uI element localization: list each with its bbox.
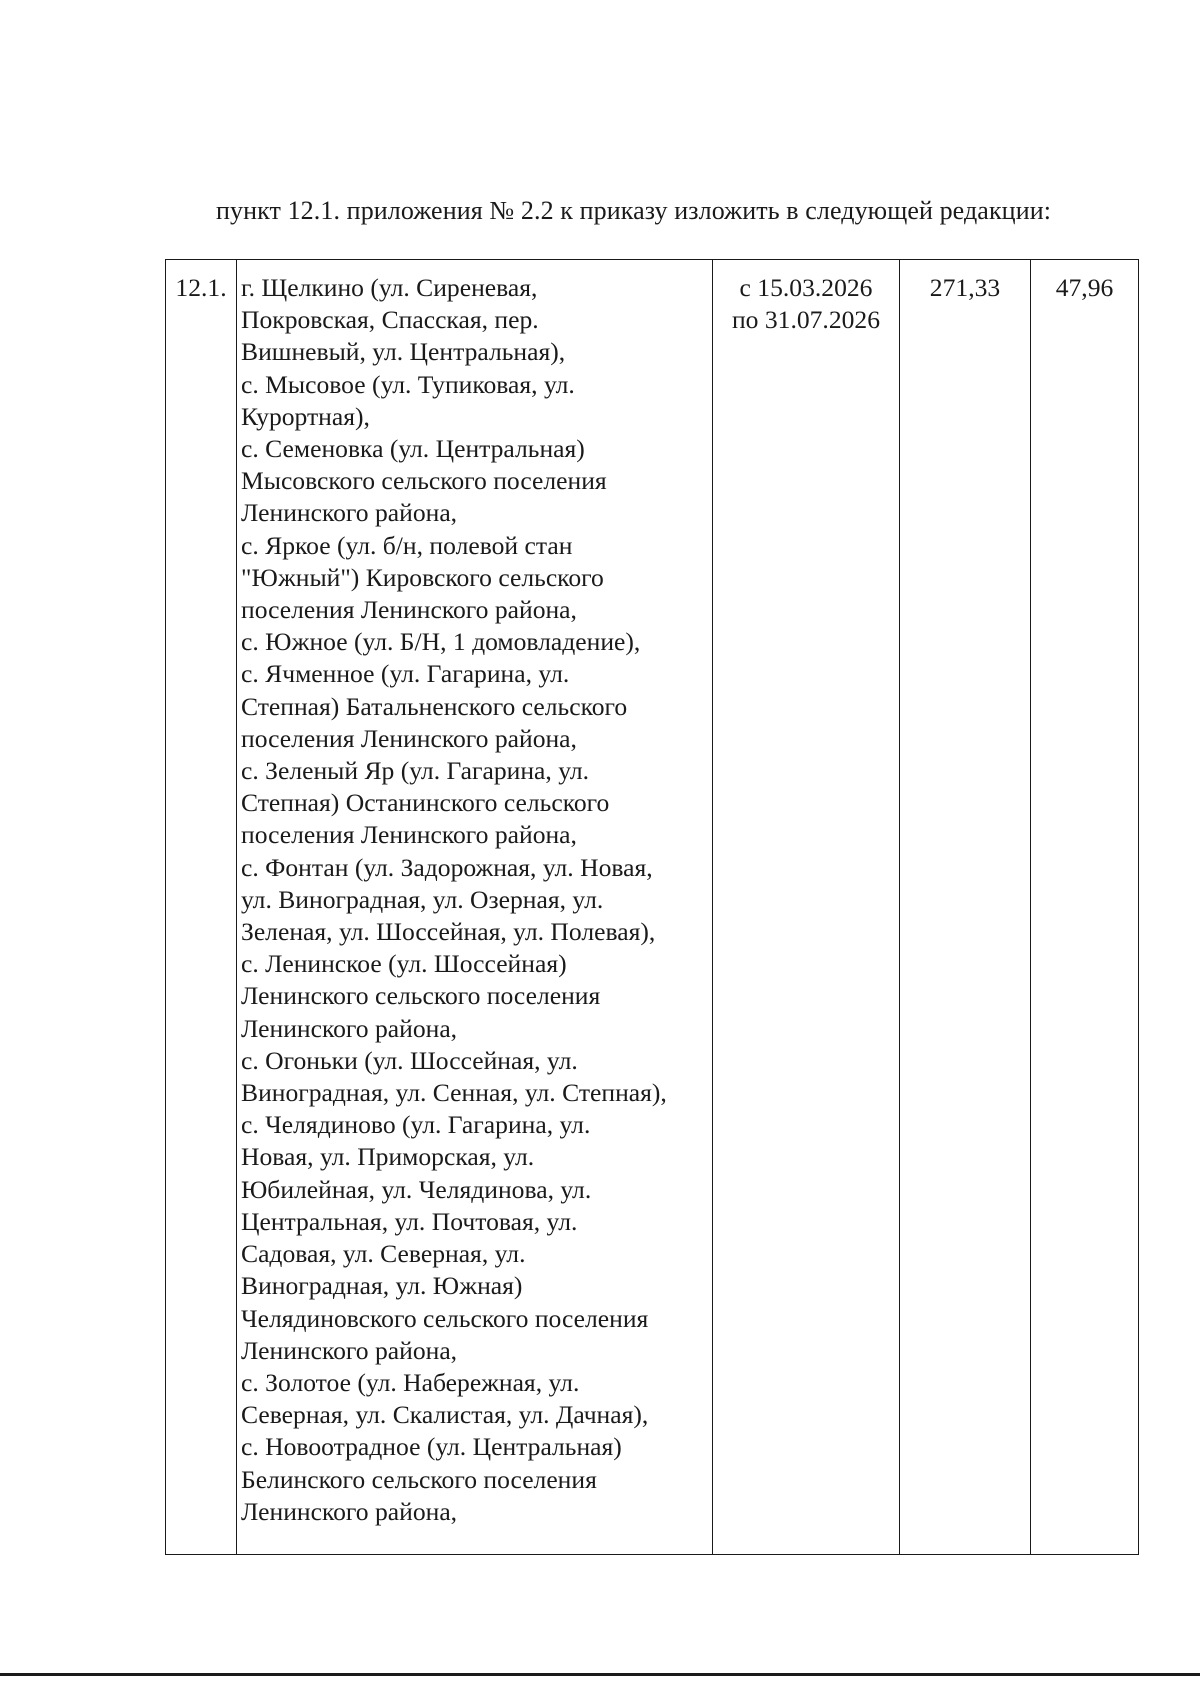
address-line: Покровская, Спасская, пер. xyxy=(241,305,539,335)
period-from: с 15.03.2026 xyxy=(739,273,873,302)
period-to: по 31.07.2026 xyxy=(731,305,881,335)
address-line: поселения Ленинского района, xyxy=(241,595,577,625)
address-line: с. Ячменное (ул. Гагарина, ул. xyxy=(241,659,570,689)
address-line: с. Семеновка (ул. Центральная) xyxy=(241,434,585,464)
address-line: Степная) Останинского сельского xyxy=(241,788,610,818)
address-line: поселения Ленинского района, xyxy=(241,820,577,850)
address-line: Ленинского района, xyxy=(241,498,458,528)
address-line: Виноградная, ул. Сенная, ул. Степная), xyxy=(241,1078,667,1108)
address-line: поселения Ленинского района, xyxy=(241,723,577,753)
row-number-cell: 12.1. xyxy=(166,260,237,1555)
bottom-rule xyxy=(0,1673,1200,1676)
address-line: Вишневый, ул. Центральная), xyxy=(241,337,566,367)
value-1-cell: 271,33 xyxy=(900,260,1031,1555)
address-line: Северная, ул. Скалистая, ул. Дачная), xyxy=(241,1400,649,1430)
address-line: с. Фонтан (ул. Задорожная, ул. Новая, xyxy=(241,852,653,882)
tariff-table xyxy=(165,259,1139,1555)
address-line: с. Золотое (ул. Набережная, ул. xyxy=(241,1367,580,1397)
address-line: Челядиновского сельского поселения xyxy=(241,1303,649,1333)
address-line: с. Ленинское (ул. Шоссейная) xyxy=(241,949,567,979)
address-line: г. Щелкино (ул. Сиреневая, xyxy=(241,273,538,302)
address-cell xyxy=(237,260,713,1555)
address-line: Центральная, ул. Почтовая, ул. xyxy=(241,1206,578,1236)
address-line: Курортная), xyxy=(241,401,370,431)
address-line: "Южный") Кировского сельского xyxy=(241,562,604,592)
intro-text: пункт 12.1. приложения № 2.2 к приказу изложить в следующей редакции: xyxy=(216,196,1052,225)
address-line: Виноградная, ул. Южная) xyxy=(241,1271,523,1301)
address-line: Ленинского сельского поселения xyxy=(241,981,601,1011)
address-line: Мысовского сельского поселения xyxy=(241,466,607,496)
address-line: ул. Виноградная, ул. Озерная, ул. xyxy=(241,884,604,914)
address-line: с. Огоньки (ул. Шоссейная, ул. xyxy=(241,1045,578,1075)
address-line: с. Южное (ул. Б/Н, 1 домовладение), xyxy=(241,627,641,657)
address-line: Белинского сельского поселения xyxy=(241,1464,597,1494)
address-line: Зеленая, ул. Шоссейная, ул. Полевая), xyxy=(241,917,656,947)
address-line: Садовая, ул. Северная, ул. xyxy=(241,1239,526,1269)
address-line: с. Зеленый Яр (ул. Гагарина, ул. xyxy=(241,756,590,786)
address-line: с. Новоотрадное (ул. Центральная) xyxy=(241,1432,622,1462)
value-2-cell: 47,96 xyxy=(1031,260,1139,1555)
address-line: с. Челядиново (ул. Гагарина, ул. xyxy=(241,1110,591,1140)
address-line: Ленинского района, xyxy=(241,1013,458,1043)
address-line: с. Яркое (ул. б/н, полевой стан xyxy=(241,530,573,560)
address-line: Новая, ул. Приморская, ул. xyxy=(241,1142,535,1172)
address-line: с. Мысовое (ул. Тупиковая, ул. xyxy=(241,369,575,399)
address-line: Ленинского района, xyxy=(241,1335,458,1365)
address-line: Ленинского района, xyxy=(241,1496,458,1526)
address-line: Юбилейная, ул. Челядинова, ул. xyxy=(241,1174,592,1204)
table-row xyxy=(166,260,1139,1555)
address-line: Степная) Батальненского сельского xyxy=(241,691,628,721)
period-cell xyxy=(713,260,900,1555)
